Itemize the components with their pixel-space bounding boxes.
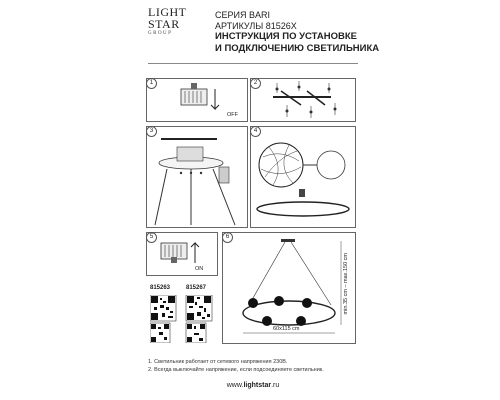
step-panel-2	[250, 78, 356, 122]
series-block	[215, 10, 297, 32]
logo-line2: STAR	[148, 17, 180, 31]
article-label-2: 815267	[186, 285, 207, 291]
step-panel-3	[146, 126, 248, 228]
url-suffix: .ru	[271, 382, 280, 389]
qr-code-2	[186, 295, 212, 321]
step-number: 3	[146, 126, 157, 137]
step-number: 2	[250, 78, 261, 89]
bracket-mounting-illustration	[251, 79, 355, 121]
off-label: OFF	[227, 112, 238, 118]
qr-codes	[150, 295, 220, 343]
note-2: 2. Всегда выключайте напряжение, если подсоединяете светильник.	[148, 367, 324, 373]
on-label: ON	[195, 266, 204, 272]
canopy-wiring-illustration	[147, 127, 247, 227]
step-number: 1	[146, 78, 157, 89]
step-number: 4	[250, 126, 261, 137]
step-panel-6	[222, 232, 356, 344]
circuit-breaker-on-illustration	[147, 233, 217, 275]
width-dimension-label: 60x115 cm	[273, 326, 300, 332]
title-line1: ИНСТРУКЦИЯ ПО УСТАНОВКЕ	[215, 31, 357, 42]
step-number: 6	[222, 232, 233, 243]
brand-logo	[148, 5, 187, 36]
article-range: АРТИКУЛЫ 81526X	[215, 21, 297, 31]
step-panel-4	[250, 126, 356, 228]
notes	[148, 358, 324, 374]
qr-code-1	[150, 295, 176, 321]
qr-code-3	[150, 323, 170, 343]
step-number: 5	[146, 232, 157, 243]
step-panel-1	[146, 78, 248, 122]
globe-installation-illustration	[251, 127, 355, 227]
step-panel-5	[146, 232, 218, 276]
instruction-title	[215, 31, 379, 55]
logo-line1: LIGHT	[148, 5, 187, 19]
series-name: СЕРИЯ BARI	[215, 10, 270, 20]
header-divider	[148, 63, 358, 64]
article-label-1: 815263	[150, 285, 171, 291]
url-main: lightstar	[243, 382, 272, 389]
website-link[interactable]	[148, 382, 358, 389]
qr-code-4	[186, 323, 206, 343]
url-prefix: www.	[226, 382, 244, 389]
height-dimension-label: min.35 cm – max.150 cm	[343, 253, 349, 315]
title-line2: И ПОДКЛЮЧЕНИЮ СВЕТИЛЬНИКА	[215, 43, 380, 54]
note-1: 1. Светильник работает от сетевого напряжения 230В.	[148, 359, 288, 365]
logo-line3: GROUP	[148, 31, 173, 36]
